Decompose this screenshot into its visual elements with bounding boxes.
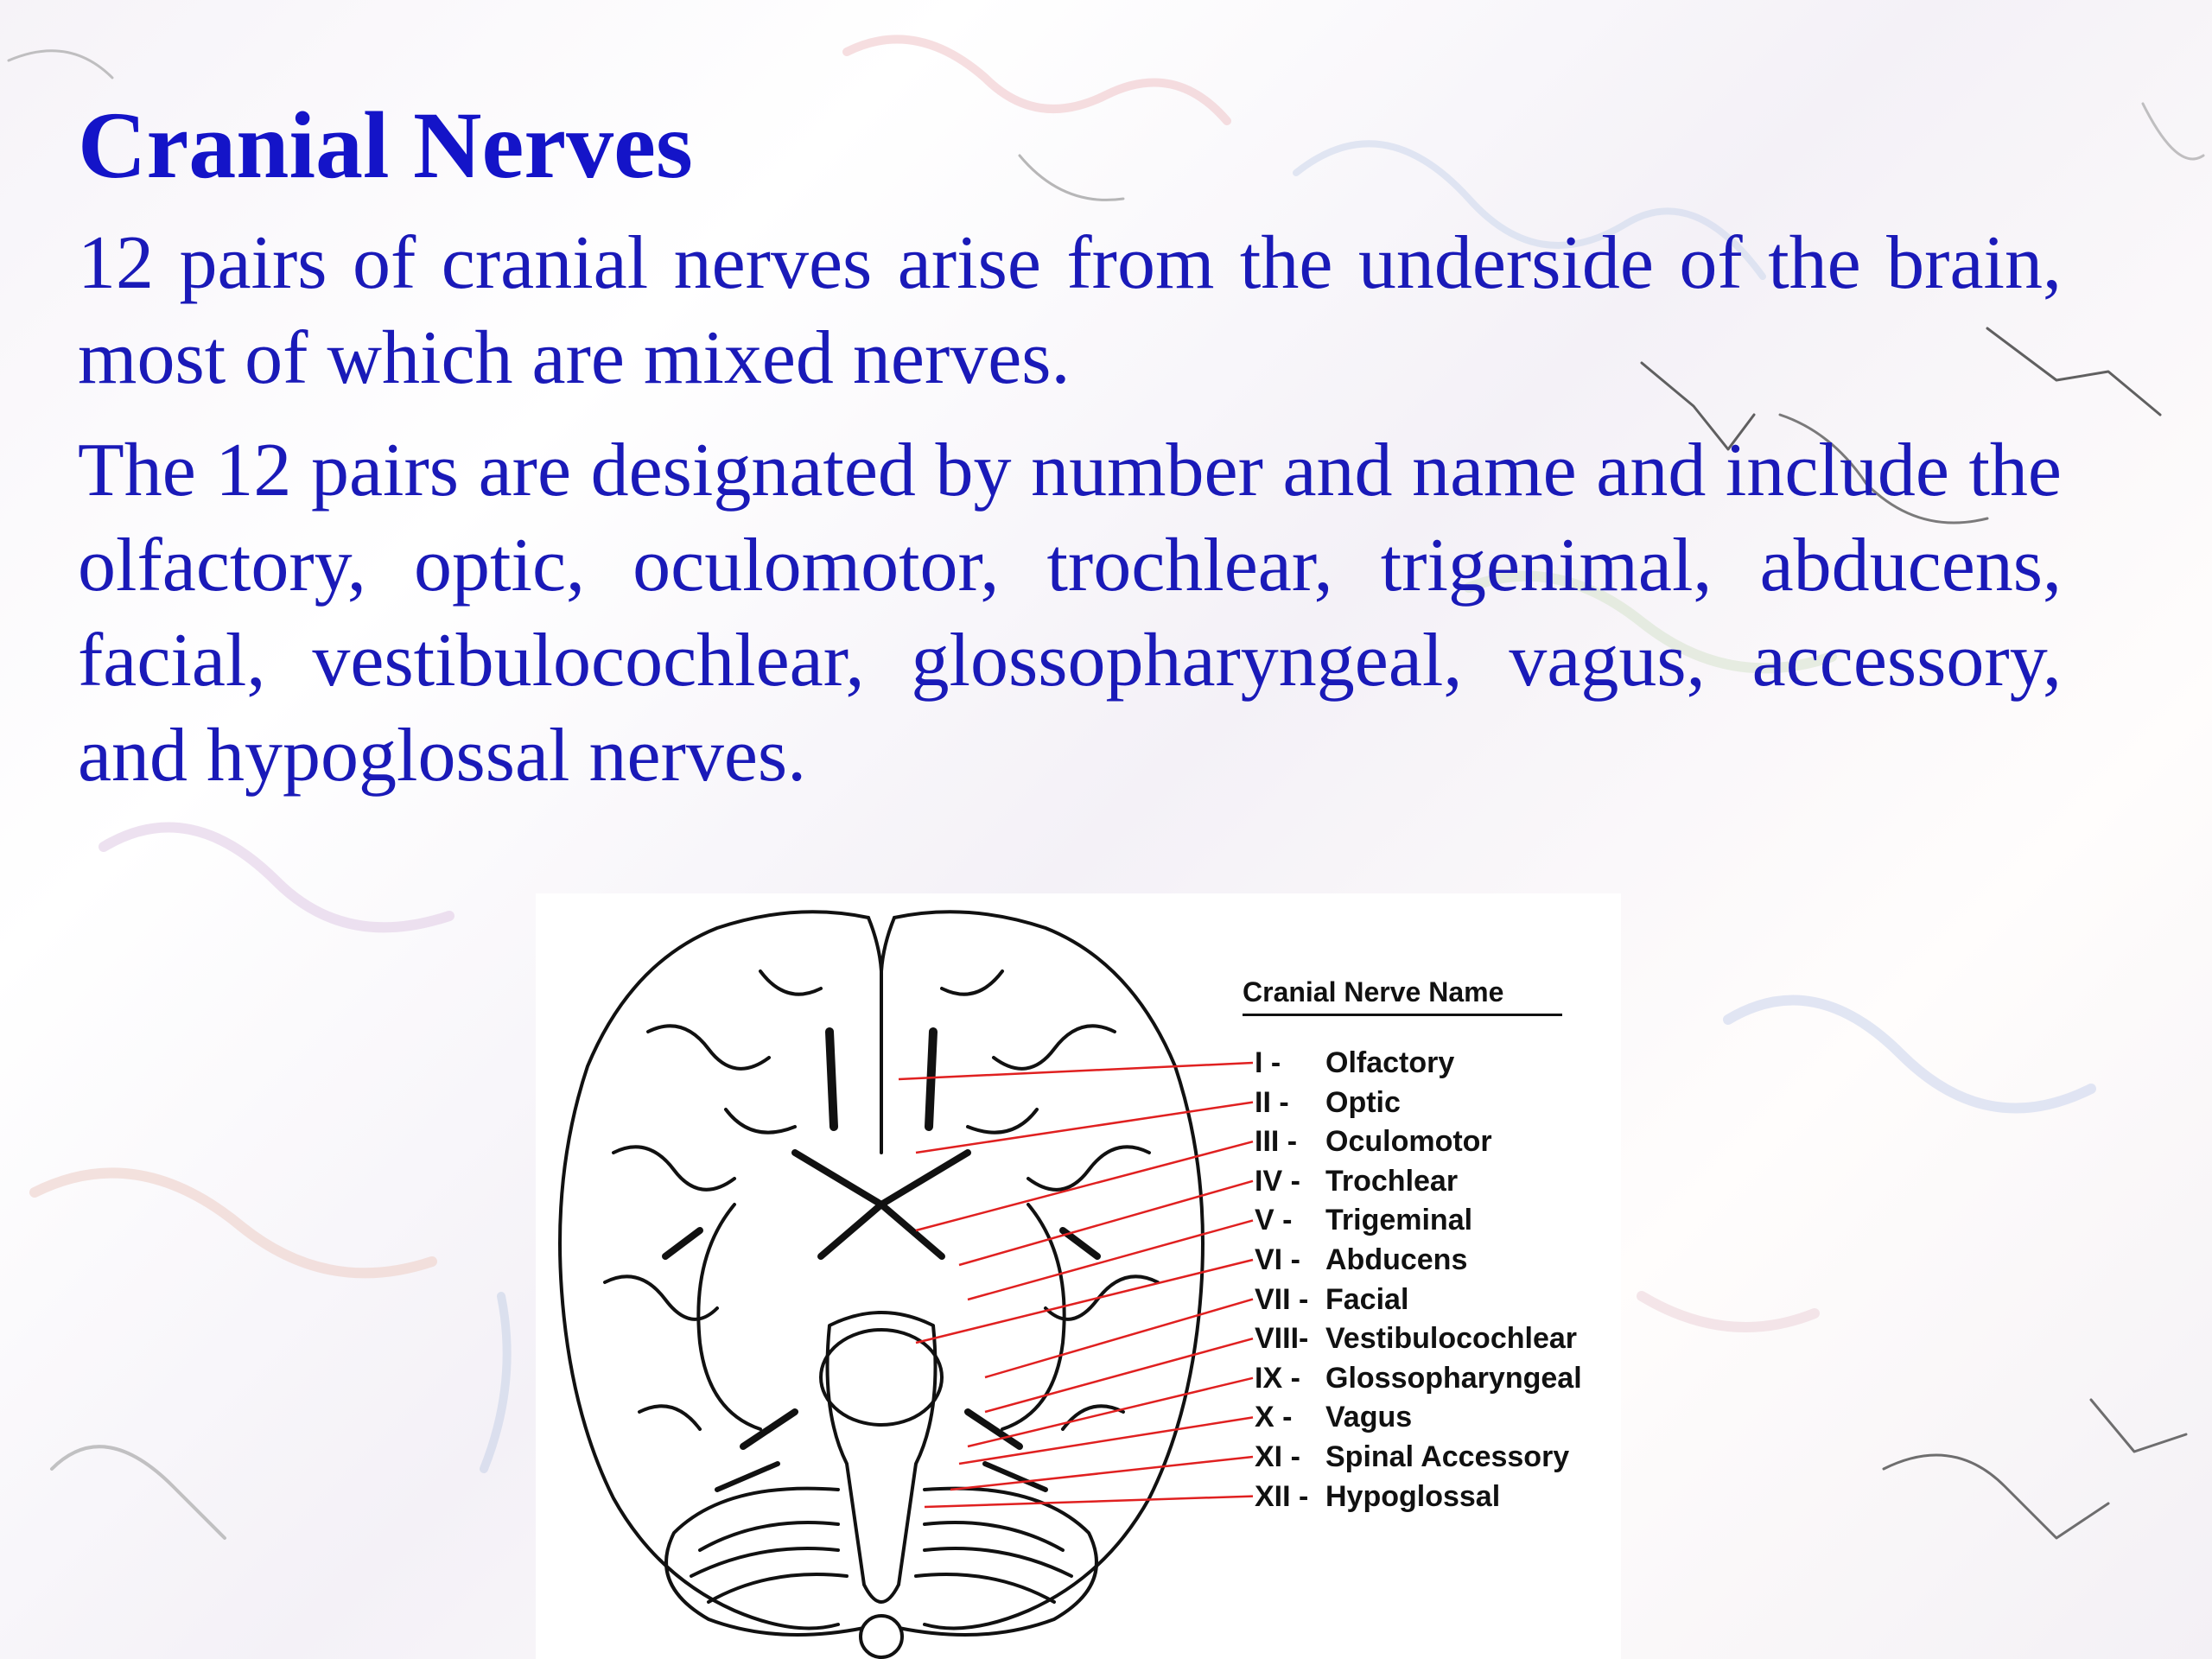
nerve-leader-line: [959, 1181, 1253, 1265]
right-hemisphere: [894, 912, 1203, 1628]
legend-title: Cranial Nerve Name: [1243, 976, 1562, 1016]
intro-paragraph: 12 pairs of cranial nerves arise from the underside of the brain, most of which are mixed nerves.: [78, 221, 2062, 400]
nerve-name: Vagus: [1325, 1401, 1413, 1434]
nerve-number: III -: [1255, 1125, 1298, 1159]
nerve-number: VI -: [1255, 1243, 1300, 1276]
nerve-number: IX -: [1255, 1361, 1300, 1395]
nerve-legend-item: [1255, 1438, 1582, 1478]
nerve-leader-line: [899, 1063, 1253, 1079]
nerve-name: Optic: [1325, 1085, 1401, 1119]
nerve-leader-line: [925, 1497, 1253, 1507]
nerve-name: Glossopharyngeal: [1325, 1361, 1582, 1395]
nerve-leader-line: [959, 1417, 1253, 1464]
nerve-legend-item: [1255, 1162, 1582, 1202]
nerve-name: Facial: [1325, 1282, 1409, 1316]
nerve-name: Hypoglossal: [1325, 1479, 1501, 1513]
nerve-leader-line: [916, 1260, 1253, 1343]
nerve-legend: [1255, 1044, 1582, 1516]
nerve-leader-line: [968, 1378, 1253, 1446]
nerve-name: Abducens: [1325, 1243, 1468, 1276]
nerve-leader-line: [950, 1457, 1253, 1490]
nerve-legend-item: [1255, 1084, 1582, 1123]
nerve-number: X -: [1255, 1401, 1293, 1434]
nerve-legend-item: [1255, 1044, 1582, 1084]
nerve-legend-item: [1255, 1398, 1582, 1438]
nerve-number: V -: [1255, 1204, 1293, 1237]
nerve-legend-item: [1255, 1241, 1582, 1281]
nerve-legend-item: [1255, 1201, 1582, 1241]
nerve-number: IV -: [1255, 1164, 1300, 1198]
nerve-name: Trochlear: [1325, 1164, 1459, 1198]
nerve-name: Spinal Accessory: [1325, 1440, 1570, 1473]
nerve-legend-item: [1255, 1319, 1582, 1359]
nerve-leader-line: [985, 1338, 1253, 1412]
brain-diagram: [536, 893, 1621, 1659]
nerve-number: VIII-: [1255, 1322, 1309, 1356]
nerve-legend-item: [1255, 1122, 1582, 1162]
nerve-name: Oculomotor: [1325, 1125, 1492, 1159]
nerve-legend-item: [1255, 1478, 1582, 1517]
nerve-legend-item: [1255, 1281, 1582, 1320]
nerve-legend-item: [1255, 1359, 1582, 1399]
nerve-name: Trigeminal: [1325, 1204, 1473, 1237]
nerve-leader-line: [985, 1300, 1253, 1377]
nerve-name: Olfactory: [1325, 1046, 1455, 1079]
nerve-number: VII -: [1255, 1282, 1309, 1316]
nerve-number: XII -: [1255, 1479, 1309, 1513]
left-hemisphere: [560, 912, 868, 1628]
nerve-name: Vestibulocochlear: [1325, 1322, 1577, 1356]
nerve-list-paragraph: The 12 pairs are designated by number and name and include the olfactory, optic, oculomotor, trochlear, trigenimal, abducens, facial, vestibulocochlear, glossopharyngeal, vagus, accessory, and hypoglossal nerves.: [78, 429, 2062, 798]
nerve-number: I -: [1255, 1046, 1281, 1079]
slide-title: Cranial Nerves: [78, 92, 693, 198]
nerve-number: II -: [1255, 1085, 1289, 1119]
nerve-number: XI -: [1255, 1440, 1300, 1473]
